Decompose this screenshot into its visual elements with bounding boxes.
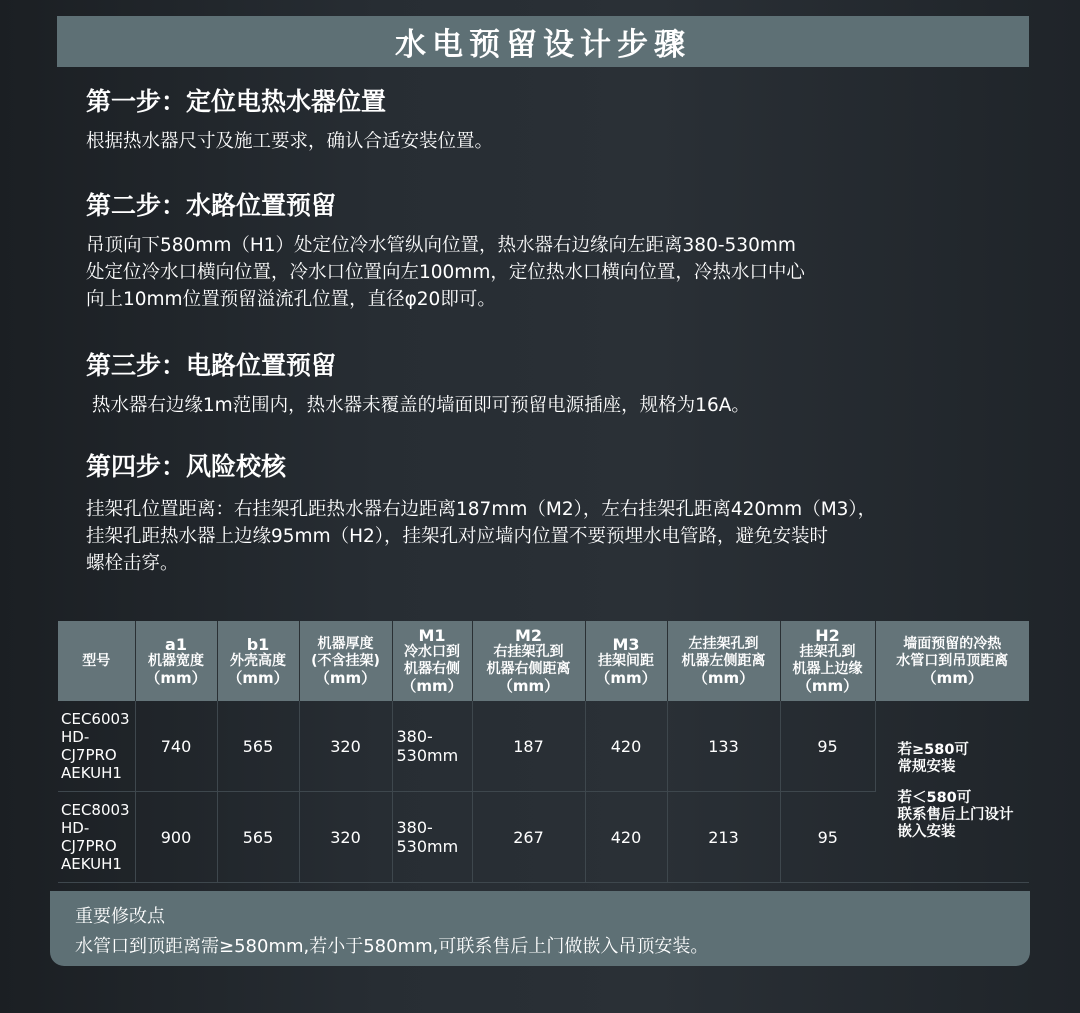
cell-m1: [392, 701, 472, 792]
table-row: [58, 701, 1029, 792]
step-1: [86, 86, 1026, 155]
note-block: [898, 790, 1030, 841]
model-line: AEKUH1: [61, 764, 122, 782]
header-m1: [392, 621, 472, 701]
header-line: （mm）: [497, 677, 560, 695]
note-block: [898, 742, 1030, 776]
header-line: 机器右侧距离: [486, 661, 571, 677]
note-line: 常规安装: [897, 759, 956, 775]
header-line: （mm）: [796, 677, 859, 695]
step-3: [86, 350, 1026, 419]
page-title-bar: [57, 16, 1029, 67]
header-line: 墙面预留的冷热: [903, 635, 1002, 652]
header-line: （mm）: [401, 677, 463, 695]
header-line: 冷水口到: [404, 644, 460, 660]
page-title: 水电预留设计步骤: [395, 27, 691, 63]
cell-model: [58, 701, 135, 792]
m1-line: 530mm: [396, 746, 459, 765]
model-line: CEC6003: [61, 710, 130, 728]
note-line: 嵌入安装: [897, 824, 956, 840]
header-line: （mm）: [692, 668, 755, 687]
header-line: 机器厚度: [317, 635, 374, 652]
cell-a1: 900: [135, 792, 217, 883]
step-heading: 第二步：水路位置预留: [86, 191, 337, 220]
header-line: H2: [815, 626, 840, 645]
header-line: 左挂架孔到: [688, 635, 759, 652]
step-line: 挂架孔位置距离：右挂架孔距热水器右边距离187mm（M2），左右挂架孔距离420mm（M3），: [86, 499, 877, 520]
step-heading: 第三步：电路位置预留: [86, 351, 337, 380]
m1-line: 380-: [396, 818, 433, 837]
header-line: 机器右侧: [404, 661, 460, 677]
cell-left-hole: 213: [667, 792, 780, 883]
cell-m1: [392, 792, 472, 883]
header-thickness: [299, 621, 392, 701]
step-4: [86, 451, 1026, 577]
header-line: 右挂架孔到: [493, 644, 564, 660]
step-body: [86, 392, 1026, 419]
header-line: M1: [418, 626, 446, 645]
header-line: 水管口到吊顶距离: [896, 652, 1009, 669]
step-body: [86, 496, 1026, 577]
cell-m2: 267: [472, 792, 585, 883]
cell-m3: 420: [585, 792, 667, 883]
header-line: b1: [246, 634, 270, 654]
model-line: HD-: [61, 819, 90, 837]
header-line: 外壳高度: [230, 652, 286, 669]
header-line: （mm）: [921, 668, 983, 687]
header-line: M3: [612, 634, 640, 654]
header-line: 型号: [82, 652, 111, 669]
header-b1: [217, 621, 299, 701]
step-body: [86, 232, 1026, 313]
cell-thickness: 320: [299, 701, 392, 792]
model-line: HD-: [61, 728, 90, 746]
notice-text: 水管口到顶距离需≥580mm,若小于580mm,可联系售后上门做嵌入吊顶安装。: [75, 936, 709, 957]
note-line: 联系售后上门设计: [897, 807, 1014, 823]
header-left-hole: [667, 621, 780, 701]
cell-ceiling-note: [875, 701, 1029, 883]
cell-b1: 565: [217, 792, 299, 883]
model-line: AEKUH1: [61, 855, 122, 873]
header-line: 机器左侧距离: [681, 652, 766, 669]
header-line: M2: [514, 626, 543, 645]
m1-line: 530mm: [396, 837, 459, 856]
header-line: (不含挂架): [311, 652, 380, 669]
header-line: 挂架孔到: [799, 644, 856, 660]
step-2: [86, 190, 1026, 313]
header-a1: [135, 621, 217, 701]
table-header-row: [58, 621, 1029, 701]
model-line: CJ7PRO: [61, 746, 117, 764]
header-line: a1: [165, 634, 187, 654]
step-line: 吊顶向下580mm（H1）处定位冷水管纵向位置，热水器右边缘向左距离380-530mm: [86, 235, 796, 256]
step-heading: 第一步：定位电热水器位置: [86, 87, 387, 116]
header-h2: [780, 621, 875, 701]
step-line: 螺栓击穿。: [86, 553, 179, 574]
header-line: 机器宽度: [148, 652, 204, 669]
note-line: 若≥580可: [897, 742, 969, 758]
cell-b1: 565: [217, 701, 299, 792]
cell-h2: 95: [780, 792, 875, 883]
header-line: 挂架间距: [598, 652, 654, 669]
cell-m2: 187: [472, 701, 585, 792]
step-heading: 第四步：风险校核: [86, 452, 287, 481]
header-line: （mm）: [314, 668, 377, 687]
cell-m3: 420: [585, 701, 667, 792]
m1-line: 380-: [396, 727, 433, 746]
header-ceiling-distance: [875, 621, 1029, 701]
cell-thickness: 320: [299, 792, 392, 883]
step-line: 处定位冷水口横向位置，冷水口位置向左100mm，定位热水口横向位置，冷热水口中心: [86, 262, 805, 283]
step-line: 热水器右边缘1m范围内，热水器未覆盖的墙面即可预留电源插座，规格为16A。: [86, 395, 750, 416]
header-model: [58, 621, 135, 701]
cell-model: [58, 792, 135, 883]
header-line: （mm）: [595, 668, 657, 687]
header-line: （mm）: [227, 668, 289, 687]
step-line: 挂架孔距热水器上边缘95mm（H2），挂架孔对应墙内位置不要预埋水电管路，避免安装时: [86, 526, 829, 547]
model-line: CEC8003: [61, 801, 130, 819]
step-body: [86, 128, 1026, 155]
cell-h2: 95: [780, 701, 875, 792]
spec-table: [58, 621, 1029, 883]
header-line: （mm）: [145, 668, 207, 687]
notice-panel: [50, 891, 1030, 966]
step-line: 向上10mm位置预留溢流孔位置，直径φ20即可。: [86, 289, 496, 310]
header-m2: [472, 621, 585, 701]
header-line: 机器上边缘: [792, 661, 863, 677]
note-line: 若＜580可: [897, 790, 972, 806]
notice-title: 重要修改点: [75, 906, 165, 927]
model-line: CJ7PRO: [61, 837, 117, 855]
header-m3: [585, 621, 667, 701]
cell-left-hole: 133: [667, 701, 780, 792]
cell-a1: 740: [135, 701, 217, 792]
step-line: 根据热水器尺寸及施工要求，确认合适安装位置。: [86, 131, 494, 152]
